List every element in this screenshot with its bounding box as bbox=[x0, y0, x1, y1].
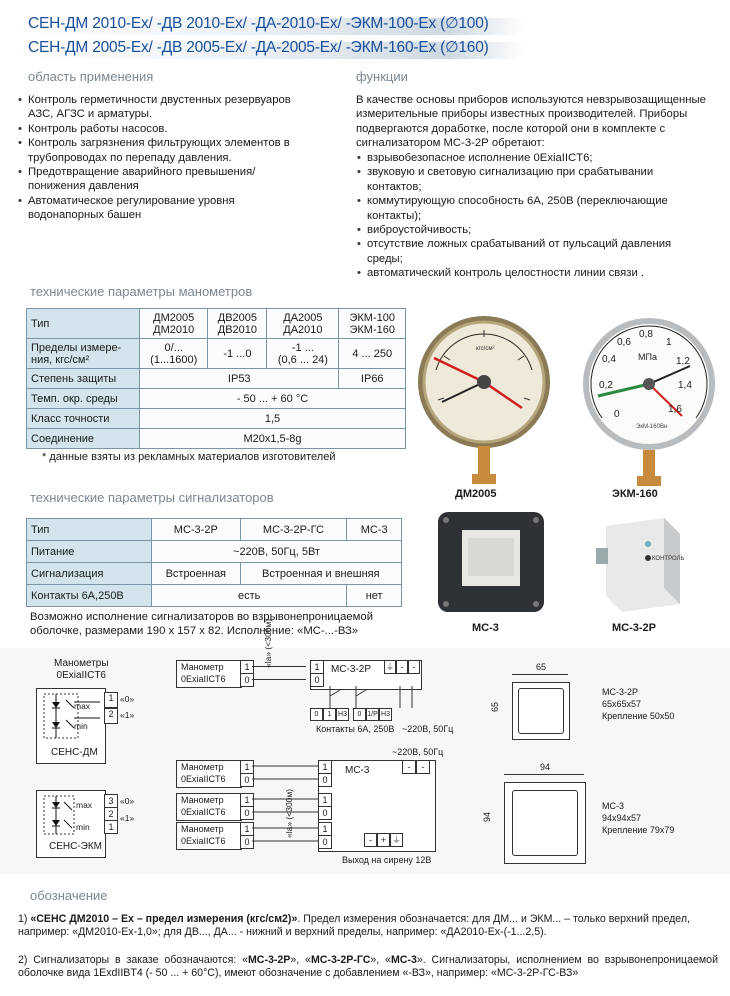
output-1-label: «1» bbox=[120, 813, 135, 823]
application-item: • Автоматическое регулирование уровня водонапорных башен bbox=[18, 194, 308, 223]
functions-item: • автоматический контроль целостности линии связи . bbox=[357, 266, 709, 280]
terminal: 0 bbox=[353, 708, 366, 721]
designation-paragraph-2 bbox=[18, 954, 718, 981]
functions-item: • виброустойчивость; bbox=[357, 223, 709, 237]
siren-label: Выход на сирену 12В bbox=[342, 855, 432, 865]
terminal: 0 bbox=[240, 835, 254, 849]
terminal: 1 bbox=[240, 660, 254, 674]
table-header: ЭКМ-100 ЭКМ-160 bbox=[339, 309, 406, 339]
table-cell: Встроенная и внешняя bbox=[240, 563, 401, 585]
max-label: max bbox=[74, 701, 91, 711]
gauge-right-tick: 0,8 bbox=[639, 329, 653, 340]
designation-p1-rest: . Предел измерения обозначается: для ДМ... и ЭКМ... – только верхний предел, например: «ДМ2010-Ех-1,0»; для ДВ..., ДА... - нижний и верхний пределы, например: «ДА2010-Ех-(-1...2,5). bbox=[18, 913, 690, 939]
ms3-inner-outline bbox=[512, 790, 578, 856]
terminal: 1 bbox=[240, 760, 254, 774]
table-cell: Контакты 6А,250В bbox=[27, 585, 152, 607]
terminal: 0 bbox=[240, 806, 254, 820]
table-cell: Темп. окр. среды bbox=[27, 389, 140, 409]
application-title: область применения bbox=[28, 69, 154, 84]
table-header: ДВ2005 ДВ2010 bbox=[208, 309, 267, 339]
table-cell: Питание bbox=[27, 541, 152, 563]
output-1-label: «1» bbox=[120, 710, 135, 720]
sens-dm-label: СЕНС-ДМ bbox=[51, 747, 98, 758]
gauges-table-note: * данные взяты из рекламных материалов изготовителей bbox=[42, 451, 336, 463]
functions-item: • коммутирующую способность 6А, 250В (переключающие контакты); bbox=[357, 194, 709, 223]
table-cell: 0/... (1...1600) bbox=[140, 339, 208, 369]
terminal: 1 bbox=[318, 822, 332, 836]
terminal: 1 bbox=[240, 793, 254, 807]
table-cell: М20х1,5-8g bbox=[140, 429, 406, 449]
desc-line: МС-3-2Р bbox=[602, 687, 639, 697]
max-label: max bbox=[76, 800, 93, 810]
manometer-label: Манометр bbox=[181, 762, 224, 772]
terminal: 2 bbox=[104, 708, 118, 724]
table-header: ДА2005 ДА2010 bbox=[267, 309, 339, 339]
output-0-label: «0» bbox=[120, 694, 135, 704]
desc-line: МС-3 bbox=[602, 801, 624, 811]
terminal: 0 bbox=[318, 773, 332, 787]
gauge-right-model: ЭкМ-160Вн bbox=[636, 424, 668, 430]
terminal: 1 bbox=[310, 660, 324, 674]
desc-line: 94x94x57 bbox=[602, 813, 642, 823]
wire bbox=[252, 679, 306, 680]
terminal: - bbox=[402, 760, 416, 774]
designation-p2-c: », « bbox=[290, 954, 311, 966]
siren-terminals bbox=[364, 833, 403, 847]
table-cell: Степень защиты bbox=[27, 369, 140, 389]
ms3-description bbox=[602, 800, 674, 836]
title-text-1: СЕН-ДМ 2010-Ех/ -ДВ 2010-Ех/ -ДА-2010-Ех/ -ЭКМ-100-Ех (∅100) bbox=[28, 15, 489, 32]
terminal: 2 bbox=[104, 807, 118, 821]
signal-table-note: Возможно исполнение сигнализаторов во взрывонепроницаемой оболочке, размерами 190 х 157 х 82. Исполнение: «МС-...-ВЗ» bbox=[30, 611, 374, 637]
gauge-right-tick: 1,4 bbox=[678, 380, 692, 391]
table-cell: Встроенная bbox=[152, 563, 241, 585]
gauge-right-units: МПа bbox=[638, 352, 657, 362]
table-header: ДМ2005 ДМ2010 bbox=[140, 309, 208, 339]
title-line-1 bbox=[14, 14, 534, 36]
functions-item: • звуковую и световую сигнализацию при срабатывании контактов; bbox=[357, 165, 709, 194]
signal-table-title: технические параметры сигнализаторов bbox=[30, 490, 274, 505]
table-cell: Сигнализация bbox=[27, 563, 152, 585]
designation-p2-d: », « bbox=[370, 954, 391, 966]
desc-line: Крепление 50х50 bbox=[602, 711, 675, 721]
manometer-block bbox=[176, 760, 242, 788]
dimension-line bbox=[512, 674, 568, 675]
designation-title: обозначение bbox=[30, 888, 108, 903]
functions-title: функции bbox=[356, 69, 408, 84]
table-cell: - 50 ... + 60 °С bbox=[140, 389, 406, 409]
designation-p2-e: ». Сигнализаторы, исполнением во взрывонепроницаемой оболочке вида 1ExdIIBT4 (- 50 ... + 60°С), имеют обозначение с добавлением «-ВЗ», например: «МС-3-2Р-ГС-ВЗ» bbox=[18, 954, 718, 980]
designation-p1-num: 1) bbox=[18, 913, 31, 925]
signal-table bbox=[26, 518, 402, 607]
diagram-manometers-title: Манометры 0ExiaIICT6 bbox=[54, 658, 109, 681]
gauge-left-units: кгс/см² bbox=[476, 346, 495, 352]
designation-p1-bold: «СЕНС ДМ2010 – Ех – предел измерения (кгс/см2)» bbox=[30, 913, 298, 925]
gauge-right-tick: 1,6 bbox=[668, 404, 682, 415]
terminal: - bbox=[364, 833, 377, 847]
ms32p-description bbox=[602, 686, 674, 722]
terminal: 1 bbox=[318, 793, 332, 807]
gauges-table-title: технические параметры манометров bbox=[30, 284, 253, 299]
wire bbox=[252, 666, 306, 667]
signalizer-photos bbox=[436, 508, 726, 616]
gauge-right-tick: 0 bbox=[614, 409, 620, 420]
gauge-photos bbox=[414, 300, 724, 510]
title-line-2 bbox=[14, 38, 534, 60]
sens-ekm-label: СЕНС-ЭКМ bbox=[49, 841, 103, 852]
photo-caption-ms3: МС-3 bbox=[472, 622, 499, 634]
dm2005-gauge-icon bbox=[418, 316, 550, 484]
table-cell: есть bbox=[152, 585, 347, 607]
functions-item: • взрывобезопасное исполнение 0ExiaIICT6; bbox=[357, 151, 709, 165]
application-item: • Предотвращение аварийного превышения/ понижения давления bbox=[18, 165, 308, 194]
dim-65-label: 65 bbox=[536, 662, 547, 672]
dimension-line bbox=[504, 774, 584, 775]
photo-caption-ms32p: МС-3-2Р bbox=[612, 622, 657, 634]
table-cell: ~220В, 50Гц, 5Вт bbox=[152, 541, 402, 563]
terminal: ⏚ bbox=[391, 835, 401, 845]
photo-caption-dm2005: ДМ2005 bbox=[455, 488, 497, 500]
ekm160-gauge-icon bbox=[583, 318, 715, 486]
terminal: 3 bbox=[104, 794, 118, 808]
manometer-label: Манометр bbox=[181, 662, 224, 672]
contacts-label: Контакты 6А, 250В bbox=[316, 724, 395, 734]
terminal: 0 bbox=[240, 673, 254, 687]
terminal: 0 bbox=[310, 673, 324, 687]
designation-p2-a: 2) Сигнализаторы в заказе обозначаются: « bbox=[18, 954, 248, 966]
manometer-block bbox=[176, 660, 242, 688]
gauge-right-tick: 0,6 bbox=[617, 337, 631, 348]
table-cell: IP66 bbox=[339, 369, 406, 389]
table-header: МС-3-2Р-ГС bbox=[240, 519, 347, 541]
manometer-label: Манометр bbox=[181, 824, 224, 834]
gauge-right-tick: 0,2 bbox=[599, 380, 613, 391]
min-label: min bbox=[74, 721, 88, 731]
min-label: min bbox=[76, 822, 90, 832]
dim-94-label: 94 bbox=[540, 762, 551, 772]
sens-dm-circuit-icon bbox=[40, 692, 102, 744]
power-label-ms3: ~220В, 50Гц bbox=[392, 747, 444, 757]
title-text-2: СЕН-ДМ 2005-Ех/ -ДВ 2005-Ех/ -ДА-2005-Ех/ -ЭКМ-160-Ех (∅160) bbox=[28, 39, 489, 56]
terminal: + bbox=[377, 833, 390, 847]
terminal: 1 bbox=[104, 692, 118, 708]
ms3-box-icon bbox=[438, 512, 544, 612]
terminal: 1 bbox=[318, 760, 332, 774]
terminal: 1/Р bbox=[366, 708, 379, 721]
gauges-table bbox=[26, 308, 406, 449]
dim-94v-label: 94 bbox=[482, 811, 492, 822]
terminal: - bbox=[408, 660, 420, 674]
table-header: Тип bbox=[27, 309, 140, 339]
gauge-right-tick: 1,2 bbox=[676, 356, 690, 367]
gauge-right-tick: 0,4 bbox=[602, 354, 616, 365]
ms3-block-label: МС-3 bbox=[345, 765, 370, 776]
application-item: • Контроль загрязнения фильтрующих элементов в трубопроводах по перепаду давления. bbox=[18, 136, 308, 165]
functions-item: • отсутствие ложных срабатываний от пульсаций давления среды; bbox=[357, 237, 709, 266]
designation-paragraph-1 bbox=[18, 913, 718, 940]
sens-ekm-circuit-icon bbox=[40, 794, 102, 838]
line-length-label: «Ɩa» (<300м) bbox=[284, 788, 294, 838]
exia-label: 0ExiaIICT6 bbox=[181, 807, 226, 817]
table-cell: Пределы измере- ния, кгс/см² bbox=[27, 339, 140, 369]
dim-65v-label: 65 bbox=[490, 701, 500, 712]
designation-p2-b2: МС-3-2Р-ГС bbox=[310, 954, 371, 966]
ms32p-block-label: МС-3-2Р bbox=[331, 664, 372, 675]
photo-caption-ekm160: ЭКМ-160 bbox=[612, 488, 658, 500]
output-0-label: «0» bbox=[120, 796, 135, 806]
manometer-block bbox=[176, 822, 242, 850]
terminal: 1 bbox=[323, 708, 336, 721]
table-cell: -1 ...0 bbox=[208, 339, 267, 369]
exia-label: 0ExiaIICT6 bbox=[181, 774, 226, 784]
box-label: КОНТРОЛЬ bbox=[652, 556, 685, 562]
line-length-label: «Ɩa» (<300м) bbox=[263, 618, 273, 668]
terminal: Н3 bbox=[336, 708, 349, 721]
table-header: Тип bbox=[27, 519, 152, 541]
table-cell: нет bbox=[347, 585, 402, 607]
functions-list bbox=[357, 151, 709, 281]
terminal: Н3 bbox=[379, 708, 392, 721]
terminal: ⏚ bbox=[385, 662, 395, 672]
table-header: МС-3 bbox=[347, 519, 402, 541]
table-cell: -1 ... (0,6 ... 24) bbox=[267, 339, 339, 369]
gauge-right-tick: 1 bbox=[666, 337, 672, 348]
desc-line: Крепление 79х79 bbox=[602, 825, 675, 835]
table-header: МС-3-2Р bbox=[152, 519, 241, 541]
manometer-label: Манометр bbox=[181, 795, 224, 805]
table-cell: Соединение bbox=[27, 429, 140, 449]
terminal: 0 bbox=[318, 835, 332, 849]
table-cell: IP53 bbox=[140, 369, 339, 389]
application-list bbox=[18, 93, 308, 223]
ms32p-box-icon bbox=[596, 518, 685, 612]
manometer-block bbox=[176, 793, 242, 821]
terminal: 0 bbox=[318, 806, 332, 820]
terminal: 0 bbox=[240, 773, 254, 787]
table-cell: Класс точности bbox=[27, 409, 140, 429]
table-cell: 1,5 bbox=[140, 409, 406, 429]
terminal: 1 bbox=[240, 822, 254, 836]
terminal: 1 bbox=[104, 820, 118, 834]
terminal: 0 bbox=[310, 708, 323, 721]
terminal: - bbox=[396, 660, 408, 674]
relay-terminals bbox=[310, 708, 392, 721]
functions-intro: В качестве основы приборов используются невзрывозащищенные измерительные приборы известных производителей. Приборы подвергаются доработке, после которой они в комплекте с сигнализатором МС-3-2Р обретают: bbox=[356, 94, 706, 150]
exia-label: 0ExiaIICT6 bbox=[181, 674, 226, 684]
table-cell: 4 ... 250 bbox=[339, 339, 406, 369]
terminal: - bbox=[416, 760, 430, 774]
ms32p-inner-outline bbox=[518, 688, 564, 734]
application-item: • Контроль герметичности двустенных резервуаров АЗС, АГЗС и арматуры. bbox=[18, 93, 308, 122]
desc-line: 65x65x57 bbox=[602, 699, 642, 709]
application-item: • Контроль работы насосов. bbox=[18, 122, 308, 136]
designation-p2-b1: МС-3-2Р bbox=[247, 954, 291, 966]
designation-p2-b3: МС-3 bbox=[390, 954, 417, 966]
exia-label: 0ExiaIICT6 bbox=[181, 836, 226, 846]
power-label: ~220В, 50Гц bbox=[402, 724, 454, 734]
